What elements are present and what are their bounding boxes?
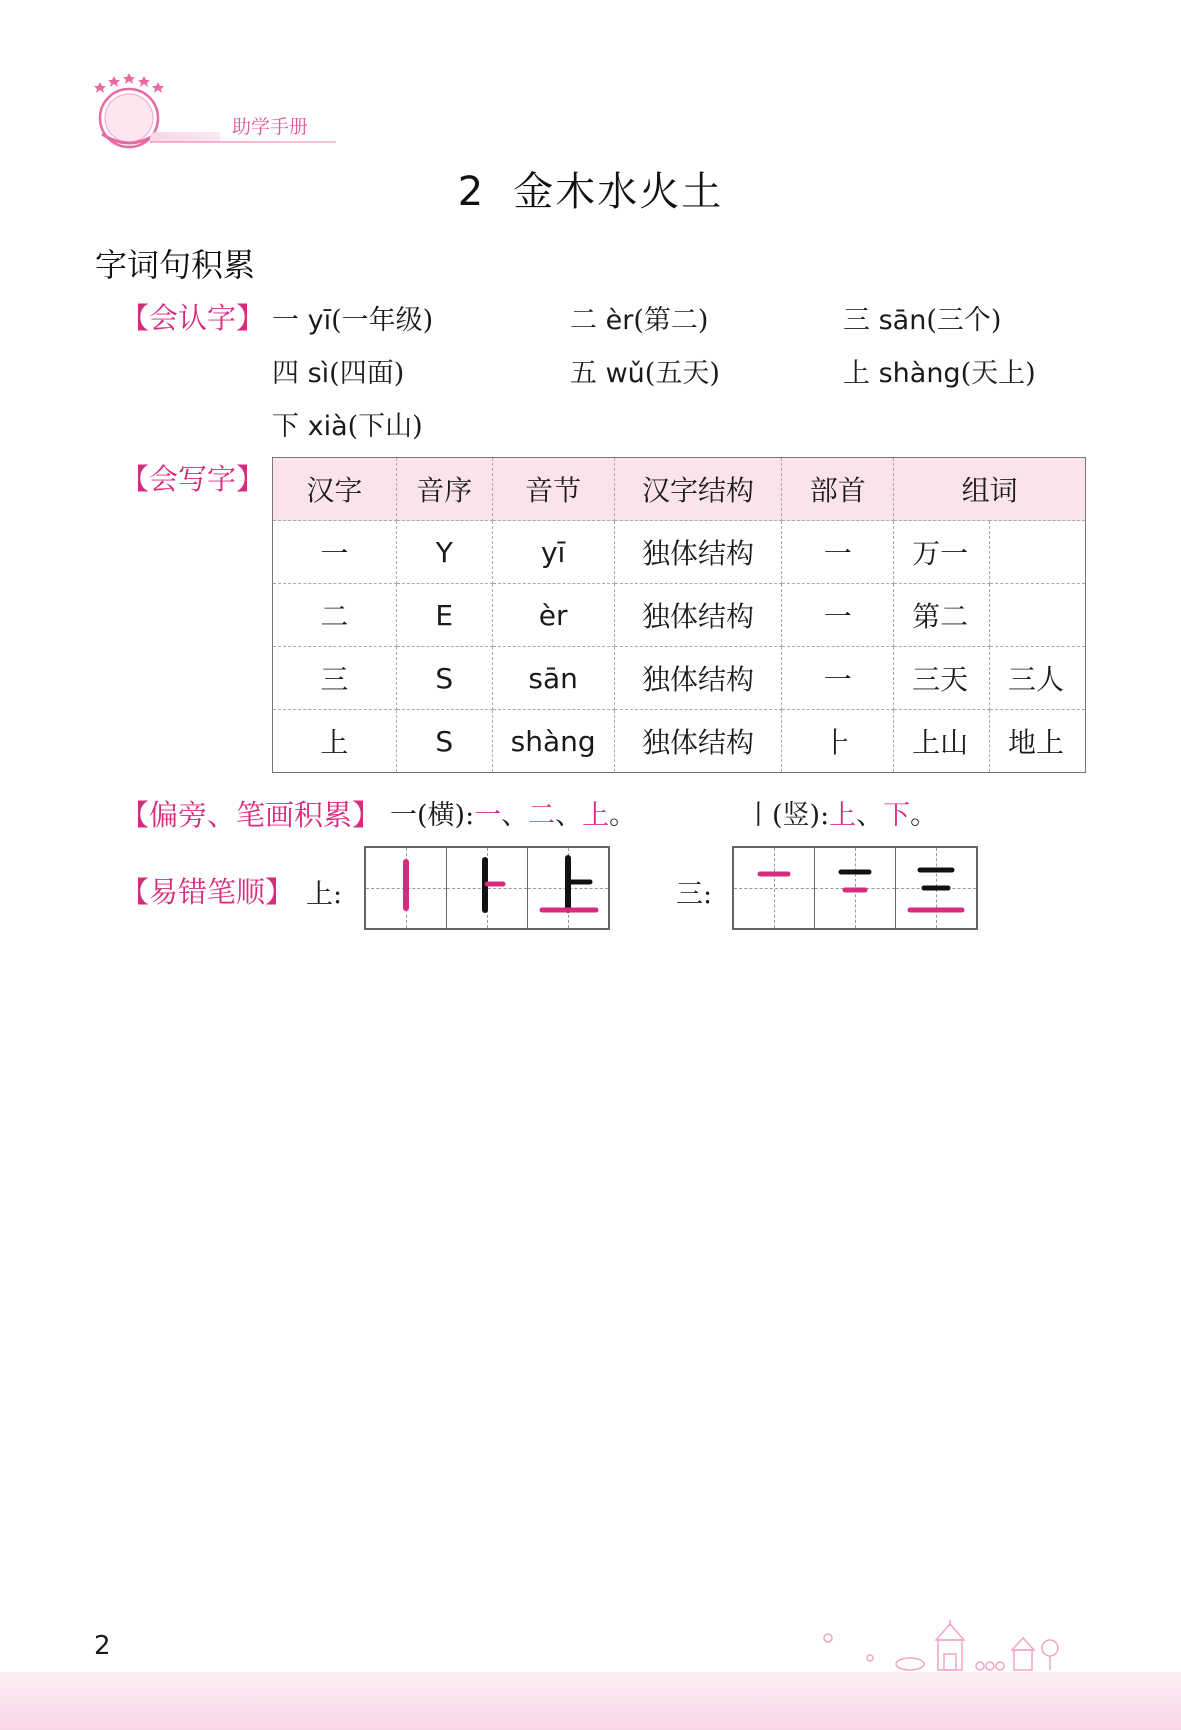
- cell-word: [990, 521, 1086, 584]
- lesson-number: 2: [457, 169, 486, 215]
- header-words: 组词: [894, 458, 1086, 521]
- page-number: 2: [94, 1631, 111, 1661]
- stroke-step: [366, 848, 446, 928]
- cell-syllable: èr: [492, 584, 614, 647]
- table-row: [273, 710, 1086, 773]
- stroke-order-tag: 【易错笔顺】: [120, 875, 295, 909]
- cell-radical: 一: [782, 584, 894, 647]
- cell-word: 三天: [894, 647, 990, 710]
- cell-radical: 一: [782, 521, 894, 584]
- cell-order: S: [396, 647, 492, 710]
- cell-char: 三: [273, 647, 397, 710]
- cell-word: 上山: [894, 710, 990, 773]
- cell-syllable: sān: [492, 647, 614, 710]
- write-characters-table: [272, 457, 1086, 773]
- header-syllable: 音节: [492, 458, 614, 521]
- section-heading: 字词句积累: [95, 246, 256, 284]
- recognize-item: 二 èr(第二): [570, 305, 709, 336]
- cell-radical: ⺊: [782, 710, 894, 773]
- shang-stroke-grid: [364, 846, 610, 930]
- cell-structure: 独体结构: [614, 584, 782, 647]
- recognize-tag: 【会认字】: [120, 301, 266, 335]
- cell-word: 地上: [990, 710, 1086, 773]
- header-char: 汉字: [273, 458, 397, 521]
- handbook-label: 助学手册: [232, 116, 309, 138]
- cell-syllable: shàng: [492, 710, 614, 773]
- cell-structure: 独体结构: [614, 521, 782, 584]
- cell-char: 上: [273, 710, 397, 773]
- cell-structure: 独体结构: [614, 647, 782, 710]
- table-row: [273, 584, 1086, 647]
- cell-radical: 一: [782, 647, 894, 710]
- stroke-step: [814, 848, 895, 928]
- san-stroke-grid: [732, 846, 978, 930]
- shu-line: 丨(竖):上、下。: [745, 800, 938, 831]
- table-row: [273, 521, 1086, 584]
- header-radical: 部首: [782, 458, 894, 521]
- table-header-row: [273, 458, 1086, 521]
- footer-band: [0, 1672, 1181, 1730]
- write-tag: 【会写字】: [120, 462, 266, 496]
- recognize-item: 一 yī(一年级): [272, 305, 434, 336]
- cell-syllable: yī: [492, 521, 614, 584]
- recognize-item: 下 xià(下山): [272, 411, 423, 442]
- town-illustration: [820, 1618, 1080, 1674]
- cell-structure: 独体结构: [614, 710, 782, 773]
- shang-label: 上:: [306, 879, 343, 910]
- stroke-step: [734, 848, 814, 928]
- recognize-item: 四 sì(四面): [272, 358, 405, 389]
- cell-word: 万一: [894, 521, 990, 584]
- recognize-item: 五 wǔ(五天): [570, 358, 720, 389]
- header-structure: 汉字结构: [614, 458, 782, 521]
- cell-word: [990, 584, 1086, 647]
- lesson-name: 金木水火土: [513, 169, 724, 215]
- header-order: 音序: [396, 458, 492, 521]
- heng-line: 一(横):一、二、上。: [390, 800, 637, 831]
- cell-order: E: [396, 584, 492, 647]
- cell-order: Y: [396, 521, 492, 584]
- stroke-step: [895, 848, 976, 928]
- table-row: [273, 647, 1086, 710]
- recognize-item: 三 sān(三个): [843, 305, 1002, 336]
- cell-order: S: [396, 710, 492, 773]
- cell-word: 三人: [990, 647, 1086, 710]
- stroke-step: [446, 848, 527, 928]
- stroke-step: [527, 848, 608, 928]
- san-label: 三:: [676, 879, 713, 910]
- cell-char: 二: [273, 584, 397, 647]
- cell-char: 一: [273, 521, 397, 584]
- strokes-tag: 【偏旁、笔画积累】: [120, 798, 382, 832]
- recognize-item: 上 shàng(天上): [843, 358, 1036, 389]
- header-rule: [150, 141, 336, 143]
- cell-word: 第二: [894, 584, 990, 647]
- lesson-title: [0, 160, 1181, 217]
